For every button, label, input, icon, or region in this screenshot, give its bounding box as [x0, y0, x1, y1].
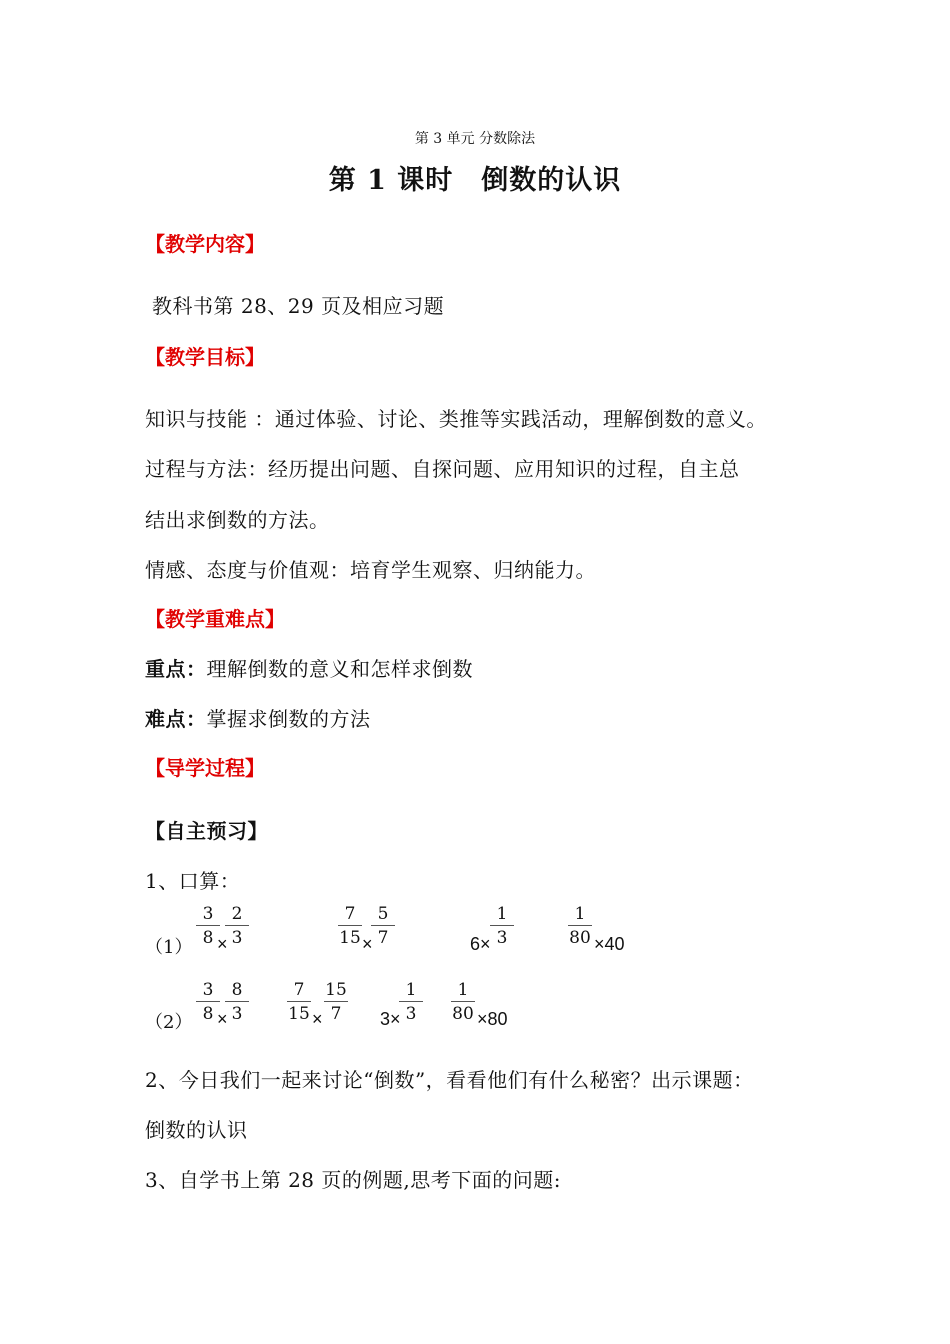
fraction: 7 15 [339, 904, 361, 948]
goal-process-line1: 过程与方法：经历提出问题、自探问题、应用知识的过程，自主总 [145, 457, 740, 481]
goal-emotion: 情感、态度与价值观：培育学生观察、归纳能力。 [145, 558, 596, 582]
item-2-line2: 倒数的认识 [145, 1118, 248, 1142]
item-1: 1、口算： [145, 869, 241, 893]
fraction: 7 15 [288, 980, 310, 1024]
fraction: 15 7 [325, 980, 347, 1024]
fraction: 5 7 [371, 904, 395, 948]
difficult-label: 难点： [145, 707, 207, 731]
times-sign: × [217, 1009, 228, 1029]
fraction: 1 80 [452, 980, 474, 1024]
content-text: 教科书第 28、29 页及相应习题 [152, 294, 445, 318]
key-point [145, 653, 473, 682]
goal-process-line2: 结出求倒数的方法。 [145, 508, 330, 532]
key-heading: 【教学重难点】 [145, 607, 285, 631]
fraction: 3 8 [196, 980, 220, 1024]
preview-heading: 【自主预习】 [145, 819, 268, 843]
integer-multiplier: ×40 [594, 934, 625, 954]
integer-multiplier: 3× [380, 1009, 401, 1029]
unit-label: 第 3 单元 分数除法 [414, 131, 536, 147]
difficult-point [145, 703, 371, 732]
lesson-title: 第 1 课时 倒数的认识 [328, 165, 622, 196]
item-2-line1: 2、今日我们一起来讨论“倒数”，看看他们有什么秘密？出示课题： [145, 1068, 754, 1092]
row-1-label: （1） [145, 937, 193, 958]
key-label: 重点： [145, 657, 207, 681]
row-2-label: （2） [145, 1012, 193, 1033]
difficult-text: 掌握求倒数的方法 [206, 707, 371, 731]
item-3: 3、自学书上第 28 页的例题,思考下面的问题: [145, 1168, 561, 1192]
goals-heading: 【教学目标】 [145, 345, 265, 369]
fraction: 1 3 [490, 904, 514, 948]
key-text: 理解倒数的意义和怎样求倒数 [206, 657, 473, 681]
content-heading: 【教学内容】 [145, 232, 265, 256]
fraction: 1 3 [399, 980, 423, 1024]
fraction: 8 3 [225, 980, 249, 1024]
fraction: 3 8 [196, 904, 220, 948]
integer-multiplier: ×80 [477, 1009, 508, 1029]
times-sign: × [312, 1009, 323, 1029]
fraction: 1 80 [569, 904, 591, 948]
fraction: 2 3 [225, 904, 249, 948]
times-sign: × [217, 934, 228, 954]
times-sign: × [362, 934, 373, 954]
goal-knowledge: 知识与技能 ：通过体验、讨论、类推等实践活动，理解倒数的意义。 [145, 407, 767, 431]
process-heading: 【导学过程】 [145, 756, 265, 780]
integer-multiplier: 6× [470, 934, 491, 954]
